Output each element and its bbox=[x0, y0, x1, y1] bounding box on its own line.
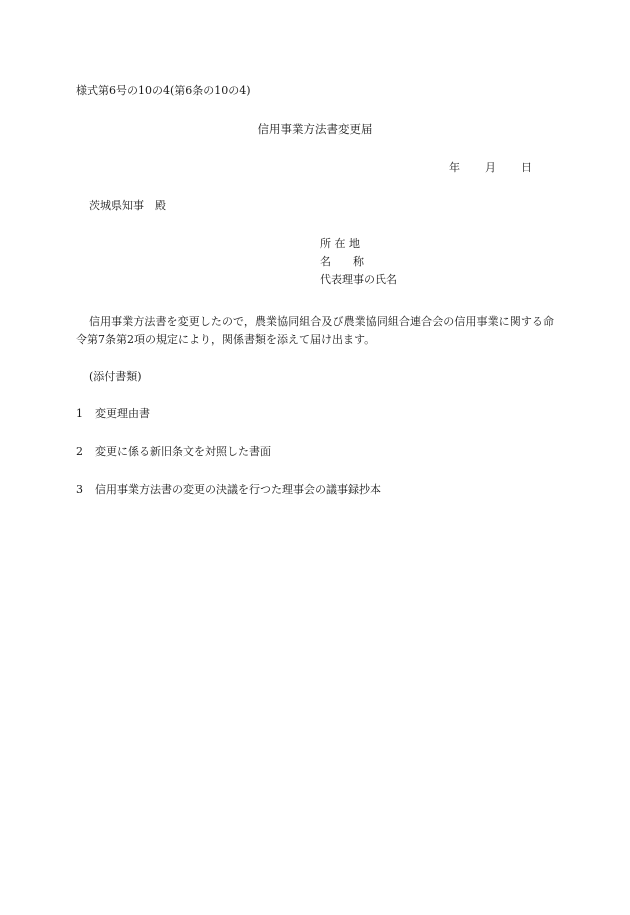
attachment-number: 3 bbox=[76, 483, 83, 496]
date-day-label: 日 bbox=[521, 161, 532, 174]
attachment-text: 変更に係る新旧条文を対照した書面 bbox=[95, 445, 271, 458]
date-year-label: 年 bbox=[449, 161, 460, 174]
attachment-text: 信用事業方法書の変更の決議を行つた理事会の議事録抄本 bbox=[95, 483, 381, 496]
date-month-label: 月 bbox=[485, 161, 496, 174]
addressee: 茨城県知事 殿 bbox=[89, 199, 166, 212]
attachment-number: 1 bbox=[76, 407, 83, 420]
attachment-item bbox=[76, 446, 271, 457]
attachment-item bbox=[76, 484, 381, 495]
representative-label: 代表理事の氏名 bbox=[320, 273, 397, 286]
date-line bbox=[449, 162, 532, 173]
form-number: 様式第6号の10の4(第6条の10の4) bbox=[76, 84, 251, 97]
address-label: 所 在 地 bbox=[320, 237, 360, 250]
attachment-number: 2 bbox=[76, 445, 83, 458]
document-title: 信用事業方法書変更届 bbox=[257, 122, 373, 136]
applicant-block bbox=[320, 238, 397, 292]
name-label: 名 称 bbox=[320, 255, 364, 268]
body-text: 信用事業方法書を変更したので，農業協同組合及び農業協同組合連合会の信用事業に関する命令第7条第2項の規定により，関係書類を添えて届け出ます。 bbox=[76, 315, 554, 346]
attachments-heading: (添付書類) bbox=[89, 370, 142, 383]
attachment-item bbox=[76, 408, 150, 419]
attachment-text: 変更理由書 bbox=[95, 407, 150, 420]
